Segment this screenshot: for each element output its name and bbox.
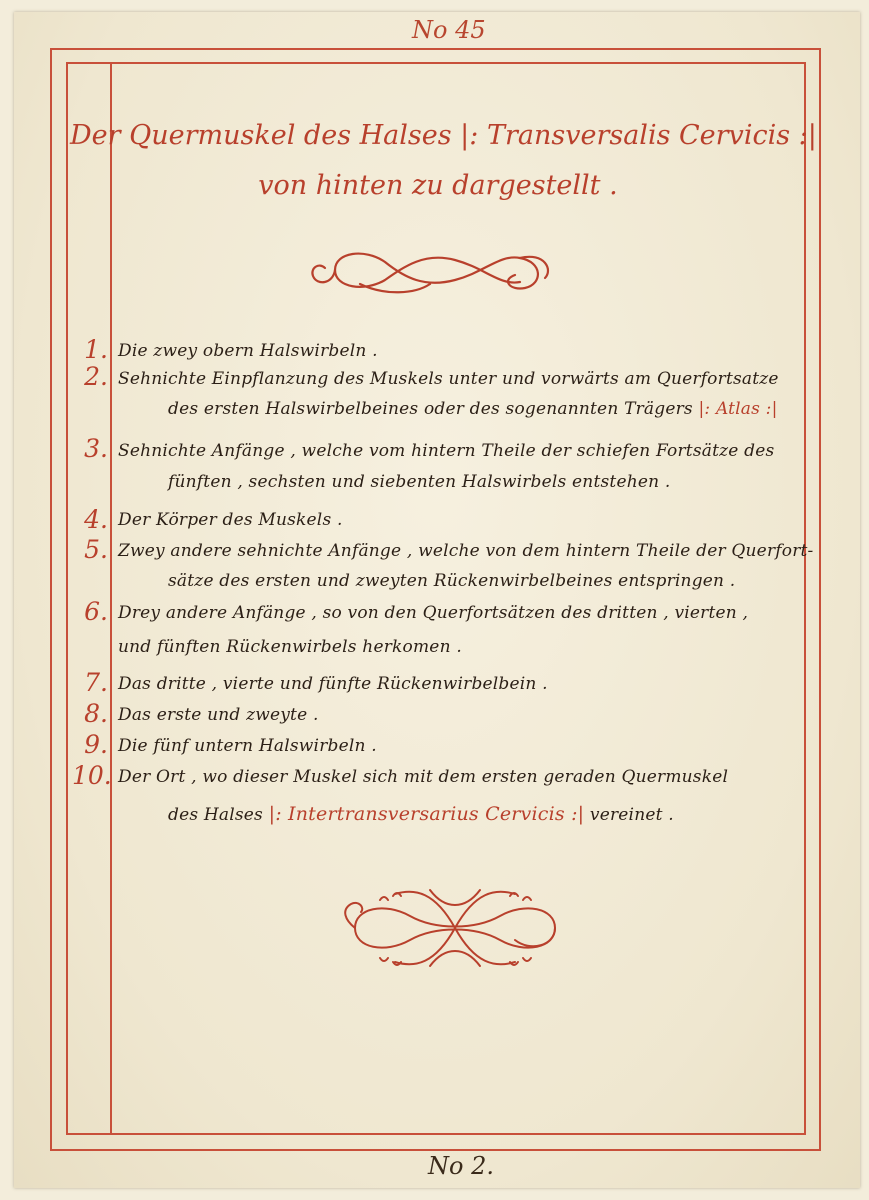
item-10-line-2-tail: vereinet . <box>589 805 674 825</box>
item-5-line-2: sätze des ersten und zweyten Rückenwirbelbeines entspringen . <box>168 571 736 591</box>
item-1-line-1: Die zwey obern Halswirbeln . <box>118 341 378 361</box>
item-9-line-1: Die fünf untern Halswirbeln . <box>118 736 377 756</box>
item-4-line-1: Der Körper des Muskels . <box>118 510 343 530</box>
item-2-line-2-text: des ersten Halswirbelbeines oder des sogenannten Trägers <box>168 399 693 419</box>
item-2-line-1: Sehnichte Einpflanzung des Muskels unter und vorwärts am Querfortsatze <box>118 369 779 389</box>
item-3-line-2: fünften , sechsten und siebenten Halswirbels entstehen . <box>168 472 671 492</box>
item-6-line-2: und fünften Rückenwirbels herkomen . <box>118 637 462 657</box>
folio-number-bottom: No 2. <box>428 1152 494 1180</box>
item-6-line-1: Drey andere Anfänge , so von den Querfortsätzen des dritten , vierten , <box>118 603 749 623</box>
margin-rule <box>110 62 112 1135</box>
item-10-line-1: Der Ort , wo dieser Muskel sich mit dem ersten geraden Quermuskel <box>118 767 729 787</box>
item-number-1: 1. <box>84 335 108 364</box>
item-number-8: 8. <box>84 699 108 728</box>
item-number-2: 2. <box>84 362 108 391</box>
item-number-7: 7. <box>84 668 108 697</box>
item-10-line-2 <box>168 803 674 825</box>
item-number-4: 4. <box>84 505 108 534</box>
intertransversarius-annotation: |: Intertransversarius Cervicis :| <box>268 803 585 825</box>
item-number-10: 10. <box>72 761 112 790</box>
item-number-6: 6. <box>84 597 108 626</box>
item-2-line-2 <box>168 399 778 419</box>
item-number-9: 9. <box>84 730 108 759</box>
item-5-line-1: Zwey andere sehnichte Anfänge , welche von dem hintern Theile der Querfort- <box>118 541 814 561</box>
item-7-line-1: Das dritte , vierte und fünfte Rückenwirbelbein . <box>118 674 548 694</box>
title-line-2: von hinten zu dargestellt . <box>258 170 618 201</box>
item-number-3: 3. <box>84 434 108 463</box>
folio-number-top: No 45 <box>412 16 486 44</box>
title-line-1: Der Quermuskel des Halses |: Transversalis Cervicis :| <box>70 120 817 151</box>
item-8-line-1: Das erste und zweyte . <box>118 705 319 725</box>
atlas-annotation: |: Atlas :| <box>698 399 778 419</box>
bottom-flourish-ornament <box>335 880 575 975</box>
item-number-5: 5. <box>84 535 108 564</box>
item-10-line-2-text: des Halses <box>168 805 263 825</box>
top-flourish-ornament <box>305 240 555 300</box>
item-3-line-1: Sehnichte Anfänge , welche vom hintern Theile der schiefen Fortsätze des <box>118 441 775 461</box>
